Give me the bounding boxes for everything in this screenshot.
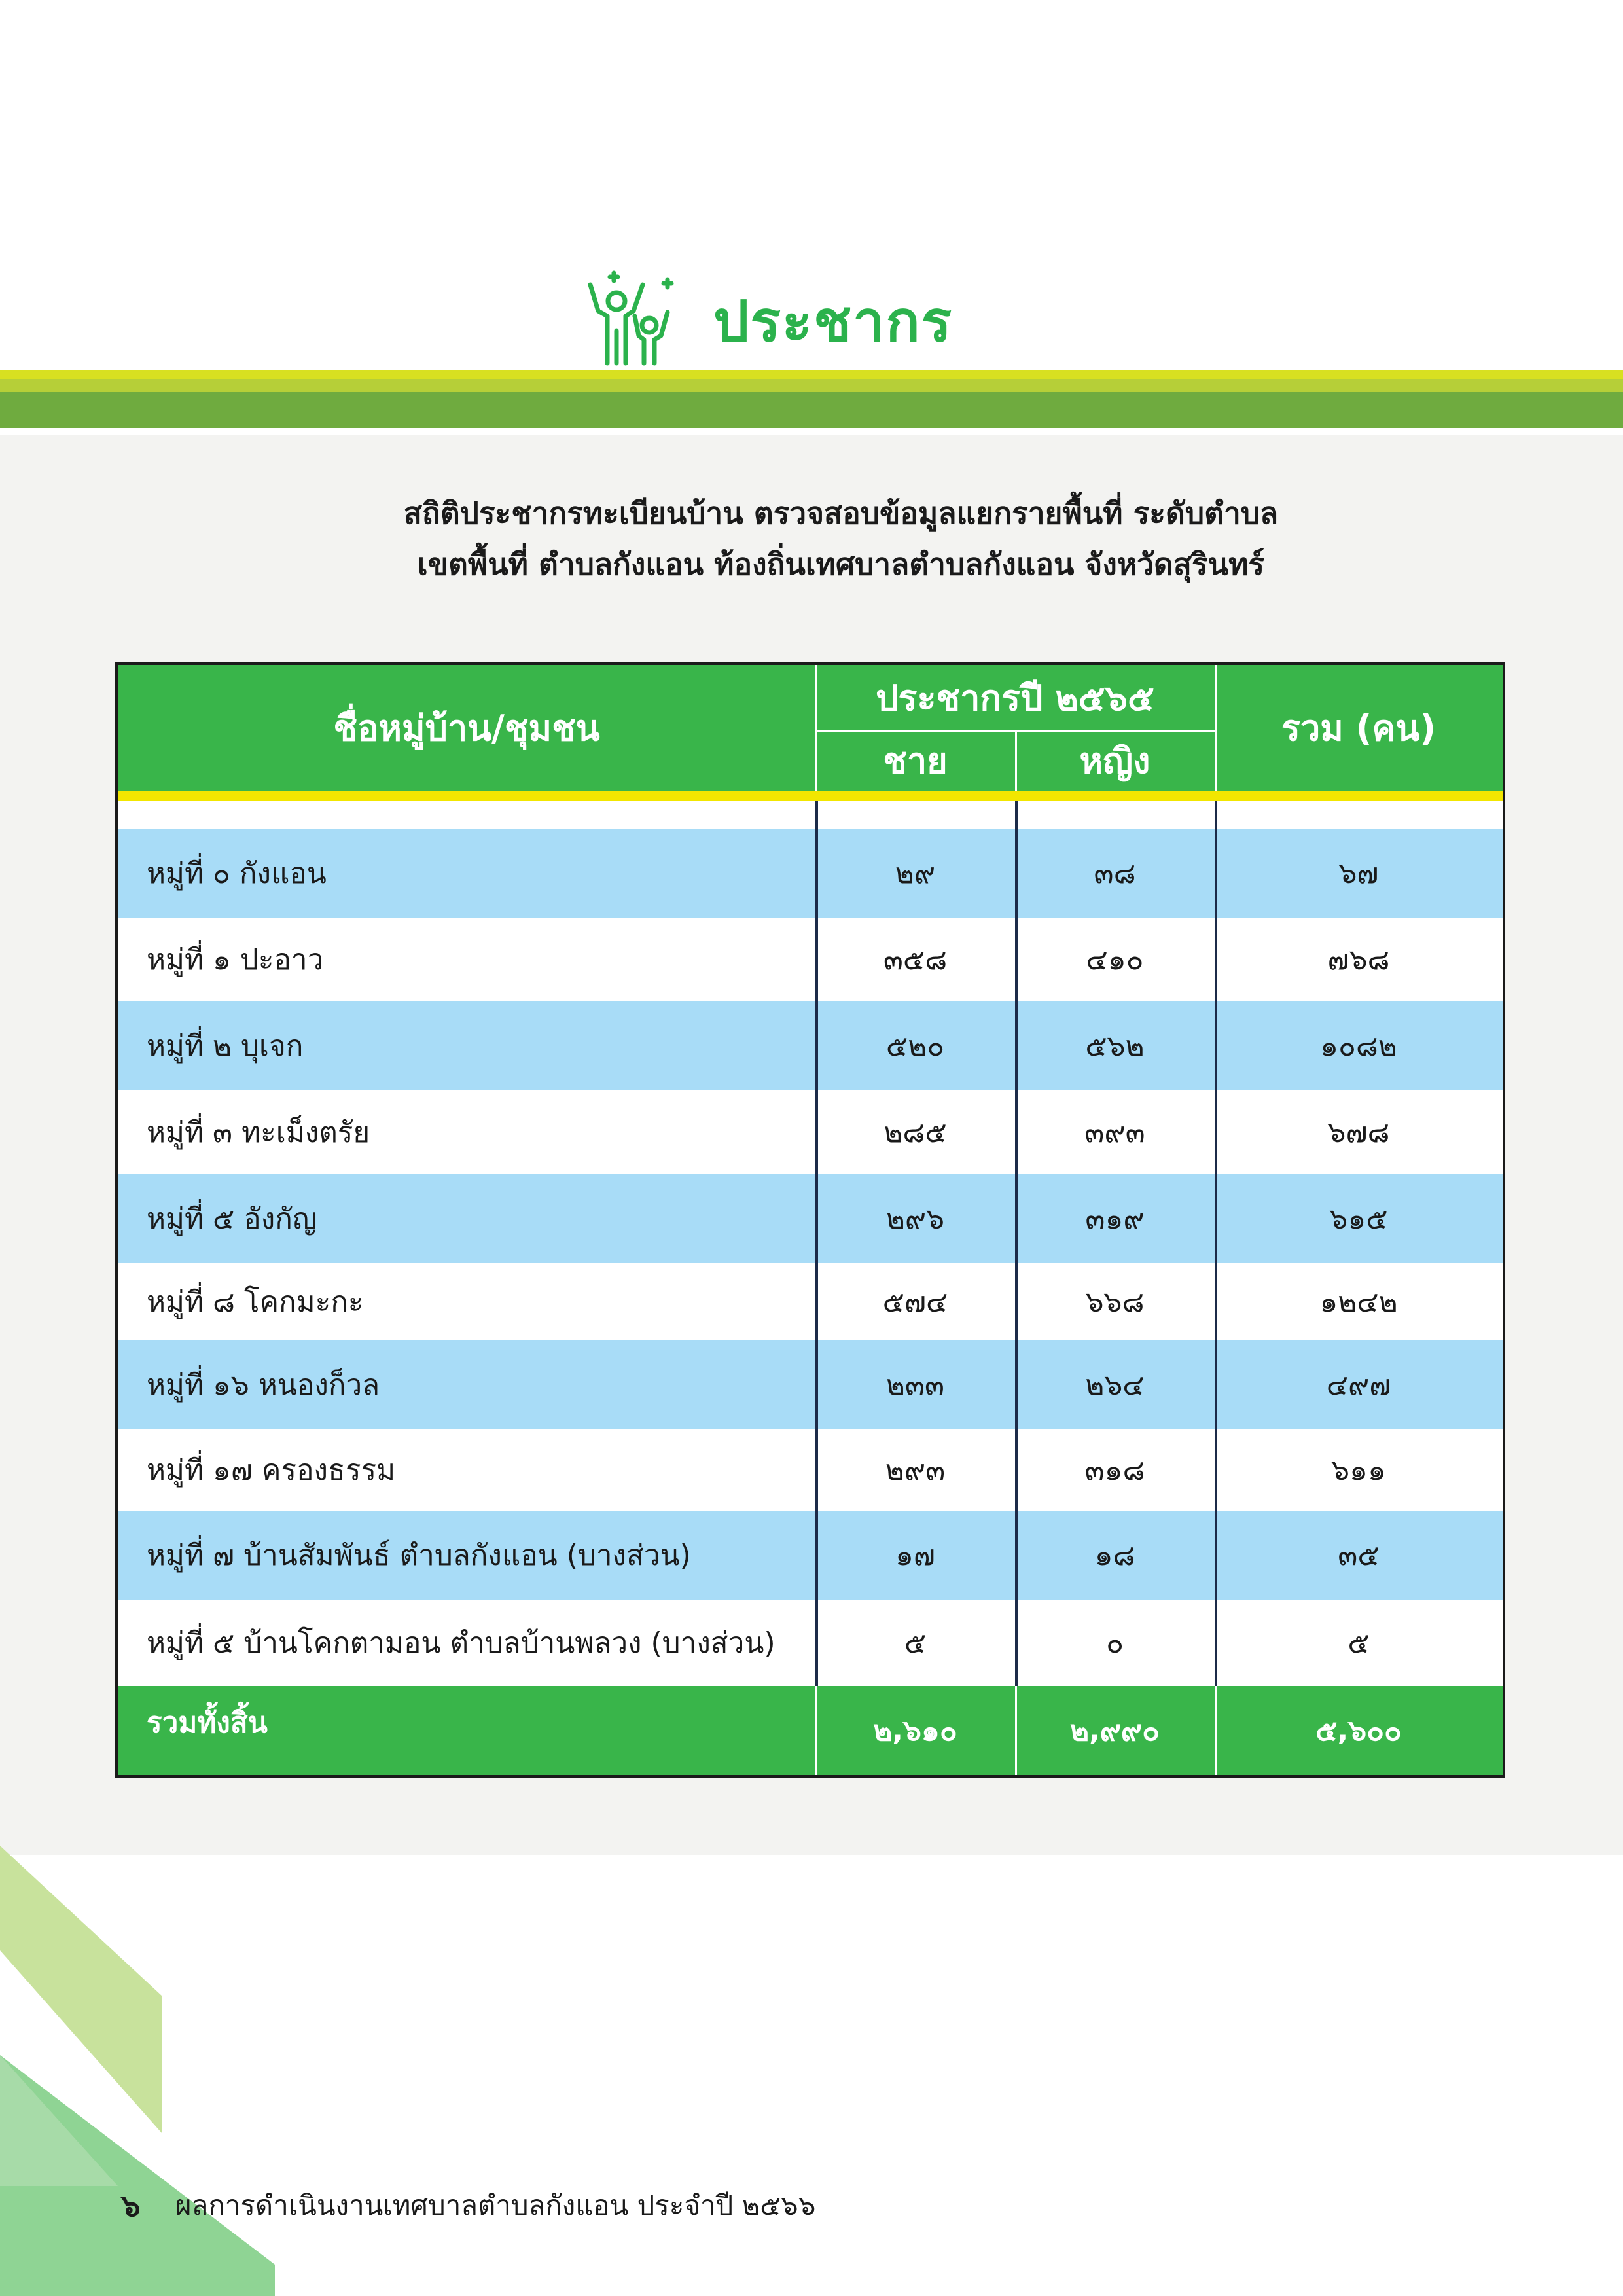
table-row	[118, 1429, 1503, 1511]
village-name: หมู่ที่ ๑๖ หนองก็วล	[147, 1369, 380, 1402]
table-header-underline	[118, 791, 1503, 801]
header-stripe-lime	[0, 379, 1623, 392]
village-name: หมู่ที่ ๑ ปะอาว	[147, 943, 324, 977]
male-count: ๒๘๕	[883, 1116, 947, 1149]
total-count: ๕	[1347, 1626, 1370, 1660]
male-count: ๕	[904, 1626, 927, 1660]
column-divider	[815, 801, 818, 1686]
column-divider	[1215, 1686, 1217, 1775]
table-row	[118, 918, 1503, 1001]
people-icon	[576, 265, 687, 376]
table-row	[118, 1174, 1503, 1263]
table-row	[118, 1090, 1503, 1174]
table-row	[118, 829, 1503, 918]
page-number: ๖	[121, 2187, 141, 2223]
total-count: ๖๑๑	[1331, 1454, 1386, 1487]
male-total: ๒,๖๑๐	[873, 1714, 957, 1748]
total-count: ๖๗๘	[1327, 1116, 1390, 1149]
village-name: หมู่ที่ ๑๗ ครองธรรม	[147, 1454, 396, 1487]
male-count: ๒๙๖	[885, 1202, 945, 1236]
column-divider	[815, 1686, 817, 1775]
column-header-total: รวม (คน)	[1281, 708, 1436, 749]
village-name: หมู่ที่ ๕ บ้านโคกตามอน ตำบลบ้านพลวง (บางส่วน)	[147, 1626, 776, 1660]
female-count: ๓๑๘	[1084, 1454, 1145, 1487]
page-footer	[105, 2179, 815, 2232]
total-count: ๓๕	[1338, 1539, 1380, 1572]
total-count: ๑๐๘๒	[1320, 1030, 1397, 1063]
column-divider	[1015, 1686, 1017, 1775]
male-count: ๒๙๓	[885, 1454, 946, 1487]
column-divider	[1215, 801, 1217, 1686]
population-table	[115, 662, 1505, 1778]
column-header-population: ประชากรปี ๒๕๖๕	[876, 677, 1154, 719]
total-count: ๔๙๗	[1326, 1369, 1391, 1402]
village-name: หมู่ที่ ๗ บ้านสัมพันธ์ ตำบลกังแอน (บางส่วน)	[147, 1539, 691, 1572]
female-count: ๓๙๓	[1084, 1116, 1145, 1149]
column-divider	[1015, 801, 1018, 1686]
female-count: ๐	[1106, 1626, 1124, 1660]
table-row	[118, 1511, 1503, 1600]
total-count: ๗๖๘	[1327, 943, 1390, 977]
female-count: ๕๖๒	[1085, 1030, 1145, 1063]
table-heading-line2: เขตพื้นที่ ตำบลกังแอน ท้องถิ่นเทศบาลตำบลกังแอน จังหวัดสุรินทร์	[417, 547, 1265, 582]
male-count: ๕๒๐	[885, 1030, 945, 1063]
female-count: ๑๘	[1094, 1539, 1135, 1572]
female-count: ๓๑๙	[1085, 1202, 1145, 1236]
female-count: ๓๘	[1094, 857, 1136, 890]
male-count: ๕๗๔	[882, 1285, 948, 1319]
table-row	[118, 1340, 1503, 1429]
female-count: ๖๖๘	[1085, 1285, 1145, 1319]
village-name: หมู่ที่ ๘ โคกมะกะ	[147, 1285, 364, 1319]
male-count: ๑๗	[895, 1539, 935, 1572]
village-name: หมู่ที่ ๒ บุเจก	[147, 1030, 304, 1063]
male-count: ๓๕๘	[883, 943, 948, 977]
female-count: ๒๖๔	[1085, 1369, 1145, 1402]
table-row	[118, 1263, 1503, 1340]
total-count: ๖๑๕	[1329, 1202, 1388, 1236]
column-header-female: หญิง	[1079, 740, 1150, 781]
header-stripe-green	[0, 392, 1623, 428]
grand-total: ๕,๖๐๐	[1315, 1714, 1402, 1748]
summary-label: รวมทั้งสิ้น	[147, 1706, 268, 1740]
total-count: ๑๒๔๒	[1319, 1285, 1398, 1319]
total-count: ๖๗	[1338, 857, 1379, 890]
section-header	[576, 262, 953, 380]
column-header-name: ชื่อหมู่บ้าน/ชุมชน	[333, 708, 600, 749]
male-count: ๒๓๓	[885, 1369, 945, 1402]
village-name: หมู่ที่ ๓ ทะเม็งตรัย	[147, 1116, 370, 1149]
table-summary-row	[118, 1686, 1503, 1775]
female-total: ๒,๙๙๐	[1069, 1714, 1160, 1748]
header-stripe-yellow	[0, 370, 1623, 379]
village-name: หมู่ที่ ๐ กังแอน	[147, 857, 327, 890]
footer-text: ผลการดำเนินงานเทศบาลตำบลกังแอน ประจำปี ๒๕๖๖	[175, 2189, 816, 2221]
village-name: หมู่ที่ ๕ อังกัญ	[147, 1202, 317, 1236]
page-title: ประชากร	[713, 289, 953, 355]
column-header-male: ชาย	[883, 740, 948, 781]
female-count: ๔๑๐	[1086, 943, 1144, 977]
table-row	[118, 1600, 1503, 1686]
table-heading-line1: สถิติประชากรทะเบียนบ้าน ตรวจสอบข้อมูลแยกรายพื้นที่ ระดับตำบล	[403, 495, 1279, 531]
table-row	[118, 1001, 1503, 1090]
male-count: ๒๙	[895, 857, 936, 890]
